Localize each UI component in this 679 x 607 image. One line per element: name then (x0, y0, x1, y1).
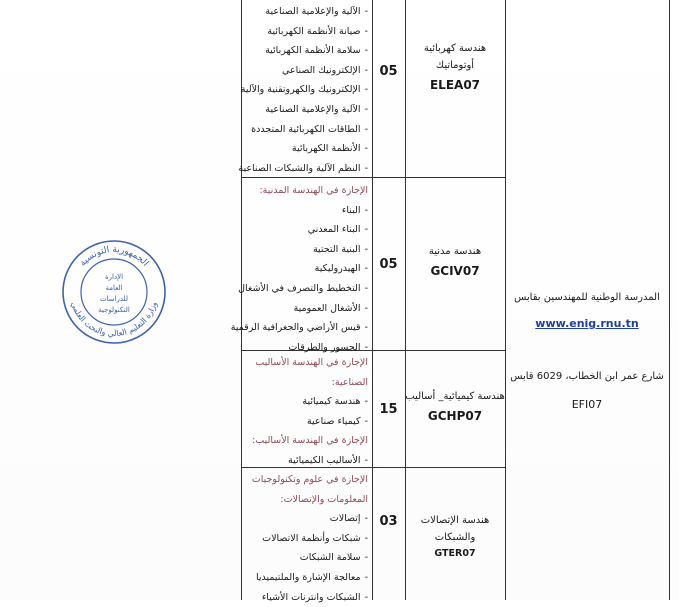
list-header: الإجازة في علوم وتكنولوجيات (251, 474, 368, 485)
list-item: -الطاقات الكهربائية المتجددة (251, 123, 368, 135)
specialty-code: GCIV07 (430, 264, 480, 278)
stamp-center-line: الإدارة (104, 273, 124, 281)
list-item: -قيس الأراضي والجغرافية الرقمية (230, 322, 368, 334)
list-item: -النظم الآلية والشبكات الصناعية (238, 162, 368, 174)
specialty-list (243, 353, 368, 471)
specialty-name: هندسة كيميائية_ أساليب GCHP07 (405, 391, 505, 423)
list-item: -معالجة الإشارة والملتيميديا (255, 571, 368, 583)
seats-count: 05 (379, 64, 398, 79)
specialty-code: GCHP07 (427, 409, 483, 423)
list-item: -البناء المعدني (307, 224, 368, 236)
list-item: -الإلكترونيك الصناعي (282, 64, 368, 76)
specialty-name: هندسة مدنية GCIV07 (405, 243, 505, 278)
list-item: -البنية التحتية (312, 243, 368, 255)
list-item: -سلامة الأنظمة الكهربائية (265, 45, 368, 57)
table-border (669, 0, 670, 600)
list-item: -الأنظمة الكهربائية (291, 143, 368, 155)
list-item: -البناء (341, 204, 368, 216)
specialty-name: هندسة كهربائية أوتوماتيك ELEA07 (405, 40, 505, 92)
stamp-center-line: العامة (105, 284, 123, 292)
stamp-center-line: للدراسات (99, 295, 129, 303)
list-item: -إتصالات (329, 513, 368, 525)
list-item: -هندسة كيميائية (302, 396, 368, 408)
list-header: الإجازة في الهندسة المدنية: (259, 185, 368, 196)
list-item: -الآلية والإعلامية الصناعية (265, 103, 368, 115)
list-item: -صيانة الأنظمة الكهربائية (267, 25, 368, 37)
institution-name: المدرسة الوطنية للمهندسين بقابس (514, 292, 660, 303)
list-item: -الهيدروليكية (314, 263, 368, 275)
stamp-top-text: الجمهورية التونسية (77, 244, 151, 269)
table-border (372, 0, 373, 600)
list-item: -كيمياء صناعية (306, 415, 368, 427)
seats-count: 05 (379, 257, 398, 272)
specialty-code: ELEA07 (429, 78, 481, 92)
list-item: -التخطيط والتصرف في الأشغال (238, 282, 368, 294)
list-item: -الإلكترونيك والكهروتقنية والآلية (240, 84, 368, 96)
seats-count: 15 (379, 402, 398, 417)
list-header: الإجازة في الهندسة الأساليب: (252, 435, 368, 447)
list-item: -الأساليب الكيميائية (288, 454, 368, 466)
stamp-center-line: التكنولوجية (98, 306, 130, 314)
official-stamp (60, 238, 168, 346)
institution-address: شارع عمر ابن الخطاب، 6029 قابس (510, 371, 664, 382)
list-item: -الجسور والطرقات (288, 341, 368, 353)
seats-count: 03 (379, 514, 398, 529)
institution-website[interactable]: www.enig.rnu.tn (535, 317, 639, 330)
list-item: -الأشغال العمومية (293, 302, 368, 314)
specialty-list (243, 470, 368, 607)
specialty-list (230, 181, 368, 357)
list-header: الصناعية: (331, 376, 368, 388)
specialty-list (238, 2, 368, 178)
institution-code: EFI07 (571, 398, 603, 411)
stamp-bottom-text: وزارة التعليم العالي والبحث العلمي (69, 300, 159, 339)
list-item: -سلامة الشبكات (299, 552, 368, 564)
specialty-code: GTER07 (434, 548, 476, 559)
list-item: -شبكات وأنظمة الاتصالات (262, 532, 368, 544)
list-header: المعلومات والإتصالات: (280, 493, 368, 505)
list-header: الإجازة في الهندسة الأساليب (255, 357, 368, 368)
list-item: -الشبكات وانترنات الأشياء (261, 591, 368, 603)
specialty-name: هندسة الإتصالات والشبكات GTER07 (405, 512, 505, 559)
list-item: -الآلية والإعلامية الصناعية (265, 6, 368, 17)
